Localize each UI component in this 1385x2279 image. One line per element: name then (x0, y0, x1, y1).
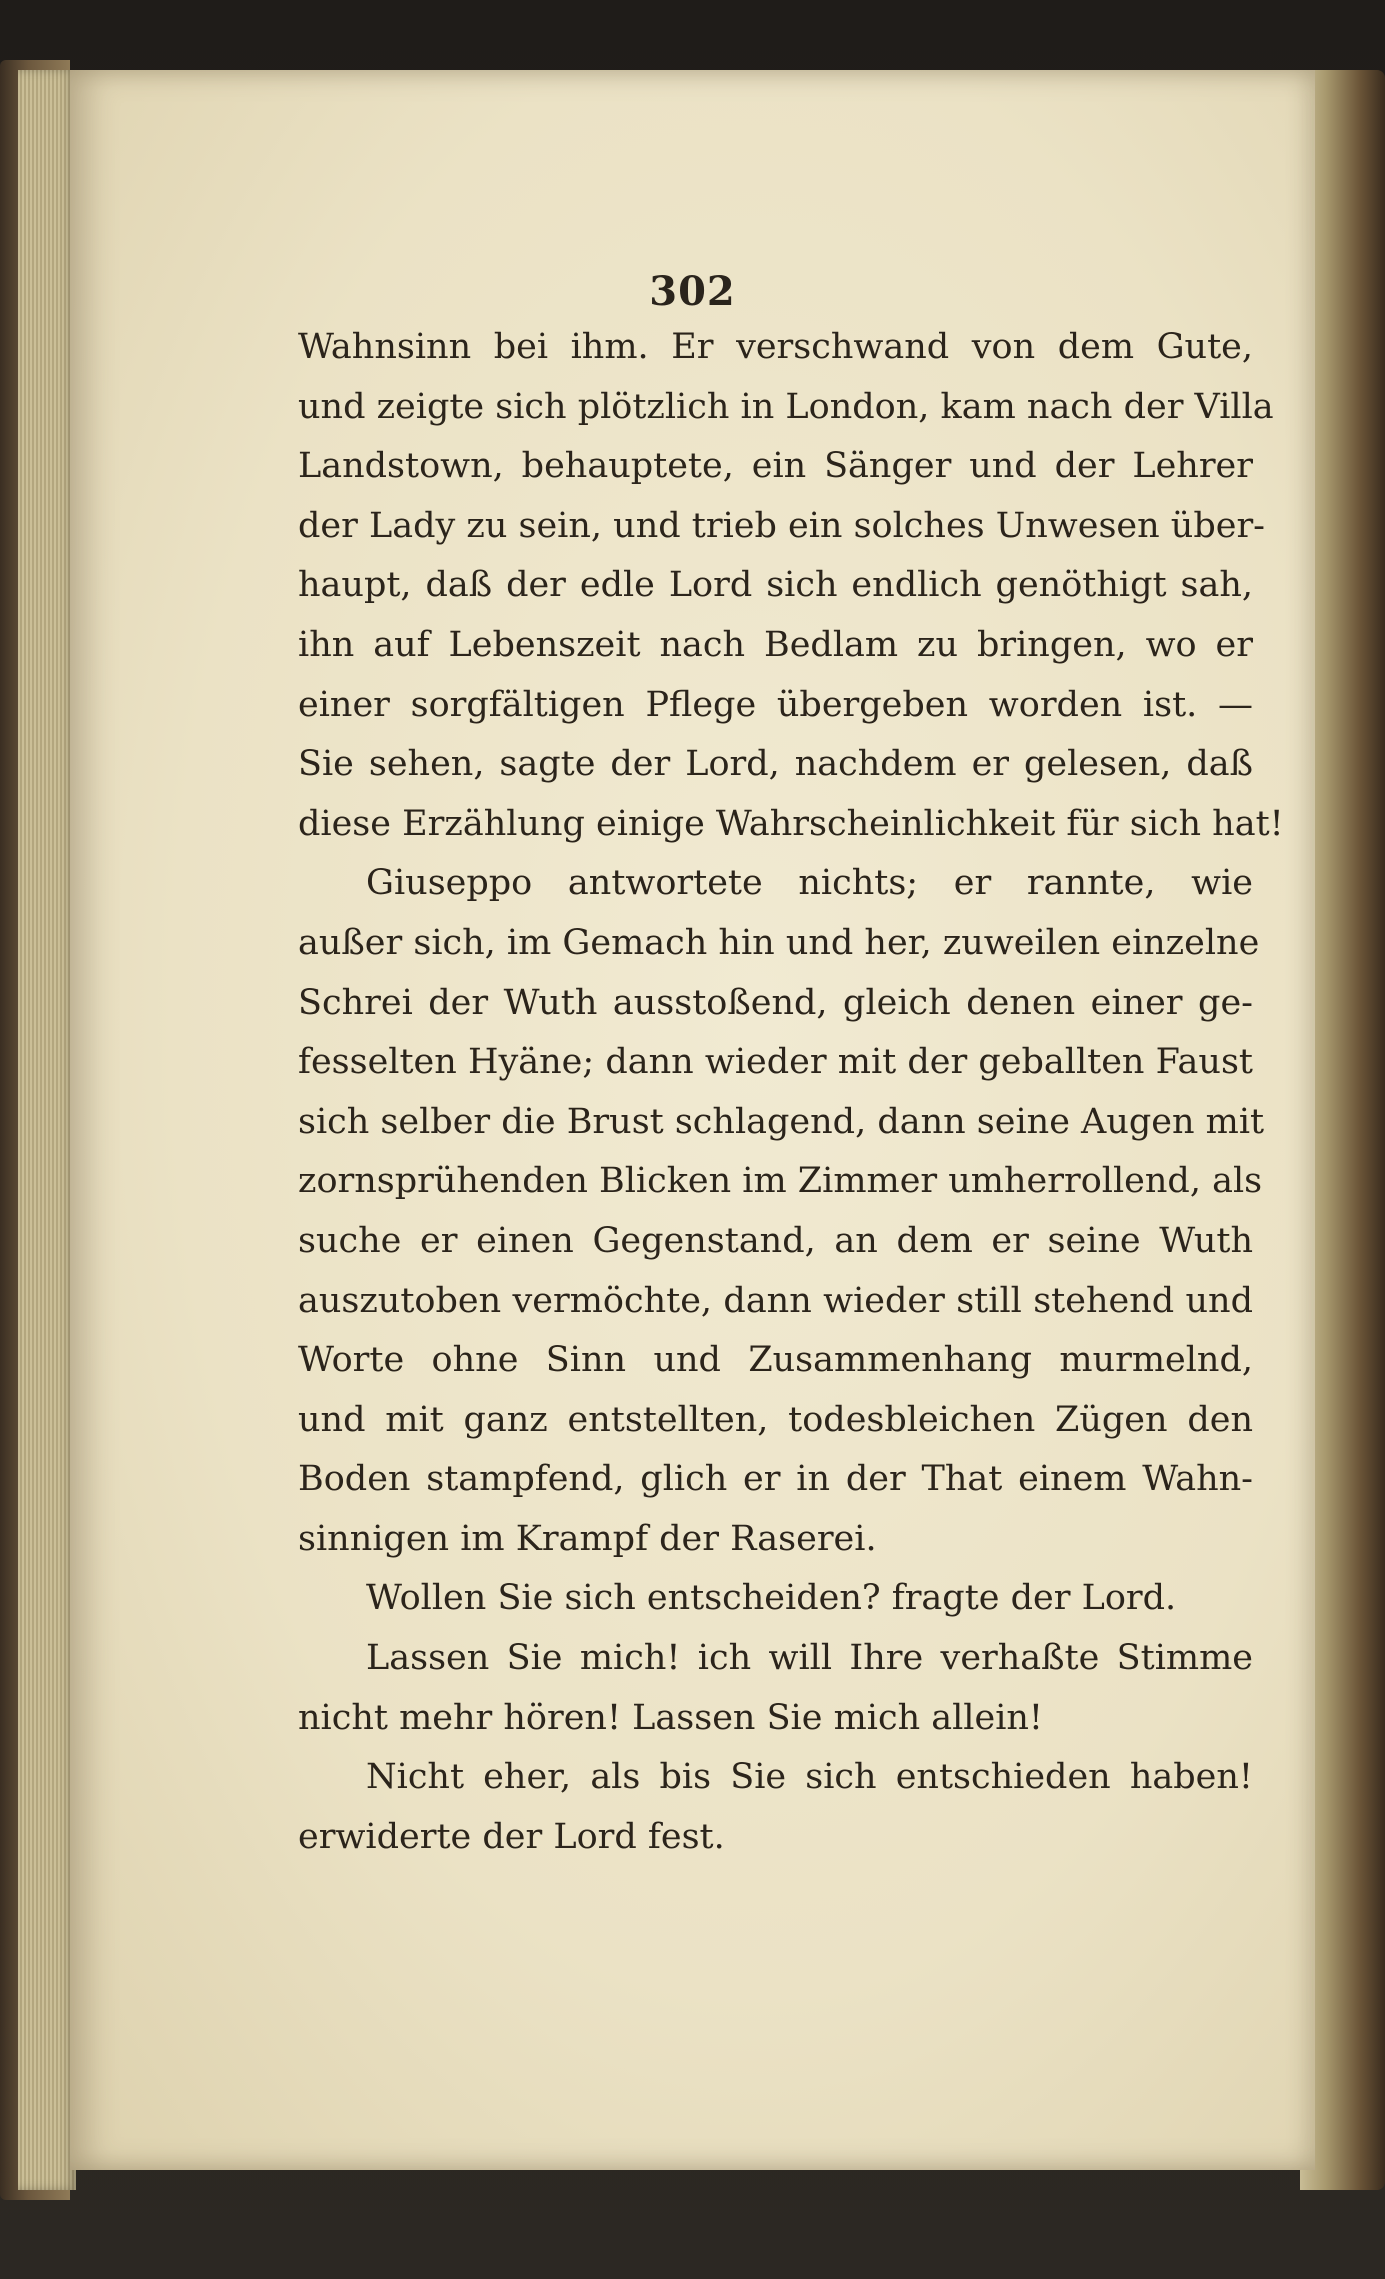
text-line: Worte ohne Sinn und Zusammenhang murmelnd, (298, 1340, 1253, 1381)
text-line: Giuseppo antwortete nichts; er rannte, wie (366, 863, 1253, 904)
text-line: auszutoben vermöchte, dann wieder still stehend und (298, 1280, 1253, 1321)
text-line: außer sich, im Gemach hin und her, zuweilen einzelne (298, 922, 1260, 963)
text-line: suche er einen Gegenstand, an dem er seine Wuth (298, 1220, 1253, 1261)
text-line: und mit ganz entstellten, todesbleichen Zügen den (298, 1399, 1253, 1440)
text-line: nicht mehr hören! Lassen Sie mich allein! (298, 1697, 1043, 1738)
book-page (70, 70, 1315, 2170)
text-line: ihn auf Lebenszeit nach Bedlam zu bringen, wo er (298, 624, 1253, 665)
text-line: Wollen Sie sich entscheiden? fragte der Lord. (366, 1578, 1177, 1619)
text-line: zornsprühenden Blicken im Zimmer umherrollend, als (298, 1161, 1263, 1202)
text-line: der Lady zu sein, und trieb ein solches Unwesen über- (298, 505, 1266, 546)
text-block (298, 318, 1284, 1867)
text-line: sich selber die Brust schlagend, dann seine Augen mit (298, 1101, 1265, 1142)
text-line: diese Erzählung einige Wahrscheinlichkeit für sich hat! (298, 803, 1284, 844)
text-line: Lassen Sie mich! ich will Ihre verhaßte Stimme (366, 1638, 1253, 1679)
text-line: Sie sehen, sagte der Lord, nachdem er gelesen, daß (298, 744, 1253, 785)
text-line: Schrei der Wuth ausstoßend, gleich denen einer ge- (298, 982, 1253, 1023)
text-line: und zeigte sich plötzlich in London, kam nach der Villa (298, 386, 1274, 427)
page-number: 302 (649, 268, 736, 315)
text-line: fesselten Hyäne; dann wieder mit der geballten Faust (298, 1042, 1253, 1083)
text-line: sinnigen im Krampf der Raserei. (298, 1518, 877, 1559)
page-edges (18, 70, 76, 2190)
text-line: haupt, daß der edle Lord sich endlich genöthigt sah, (298, 565, 1253, 606)
text-line: Nicht eher, als bis Sie sich entschieden haben! (366, 1757, 1253, 1798)
text-line: einer sorgfältigen Pflege übergeben worden ist. — (298, 684, 1253, 725)
text-line: Boden stampfend, glich er in der That einem Wahn- (298, 1459, 1253, 1500)
text-line: Landstown, behauptete, ein Sänger und der Lehrer (298, 446, 1253, 487)
text-line: Wahnsinn bei ihm. Er verschwand von dem Gute, (298, 327, 1253, 367)
text-line: erwiderte der Lord fest. (298, 1816, 725, 1857)
